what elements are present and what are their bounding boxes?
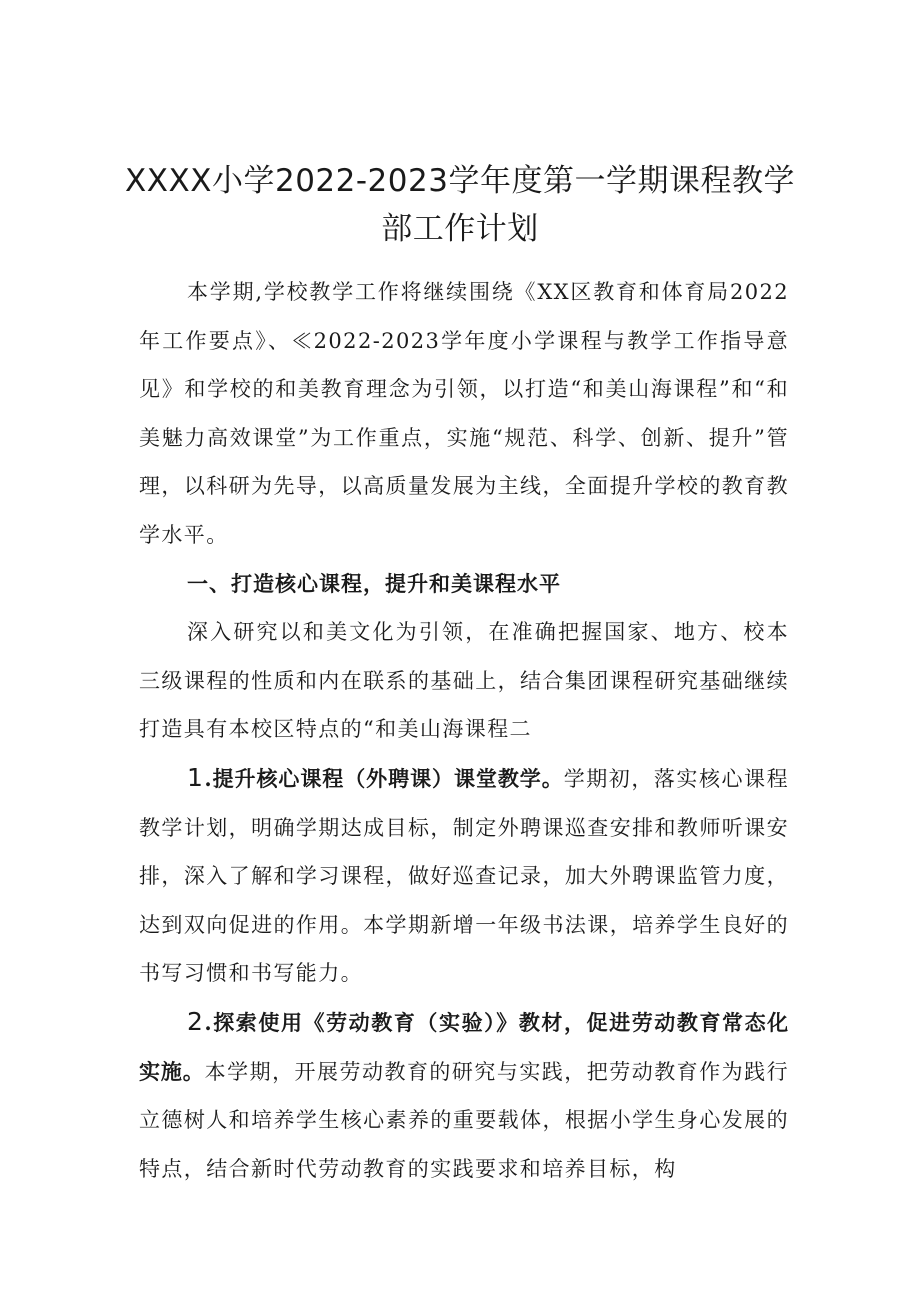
item-2-lead: .探索使用《劳动教育（实验）》教材，促进劳动教育常态化实施。 [139, 1009, 789, 1084]
title-line-1: XXXX小学2022-2023学年度第一学期课程教学 [125, 162, 795, 199]
item-2-text: 本学期，开展劳动教育的研究与实践，把劳动教育作为践行立德树人和培养学生核心素养的重要载体，根据小学生身心发展的特点，结合新时代劳动教育的实践要求和培养目标，构 [139, 1059, 789, 1181]
section-1-heading: 一、打造核心课程，提升和美课程水平 [187, 570, 561, 596]
item-2-number: 2 [187, 1006, 205, 1036]
document-body [139, 268, 789, 1193]
item-1-paragraph [139, 754, 789, 998]
section-1-paragraph: 深入研究以和美文化为引领，在准确把握国家、地方、校本三级课程的性质和内在联系的基础上，结合集团课程研究基础继续打造具有本校区特点的“和美山海课程二 [139, 620, 789, 742]
item-1-text: 学期初，落实核心课程教学计划，明确学期达成目标，制定外聘课巡查安排和教师听课安排，深入了解和学习课程，做好巡查记录，加大外聘课监管力度，达到双向促进的作用。本学期新增一年级书法课，培养学生良好的书写习惯和书写能力。 [139, 766, 789, 986]
item-1-number: 1 [187, 762, 205, 792]
intro-paragraph: 本学期,学校教学工作将继续围绕《XX区教育和体育局2022年工作要点》、≪2022-2023学年度小学课程与教学工作指导意见》和学校的和美教育理念为引领，以打造“和美山海课程”和“和美魅力高效课堂”为工作重点，实施“规范、科学、创新、提升”管理，以科研为先导，以高质量发展为主线，全面提升学校的教育教学水平。 [139, 280, 789, 547]
document-title [120, 157, 800, 253]
item-1-lead: .提升核心课程（外聘课）课堂教学。 [204, 765, 564, 791]
title-line-2: 部工作计划 [381, 210, 539, 247]
item-2-paragraph [139, 998, 789, 1193]
